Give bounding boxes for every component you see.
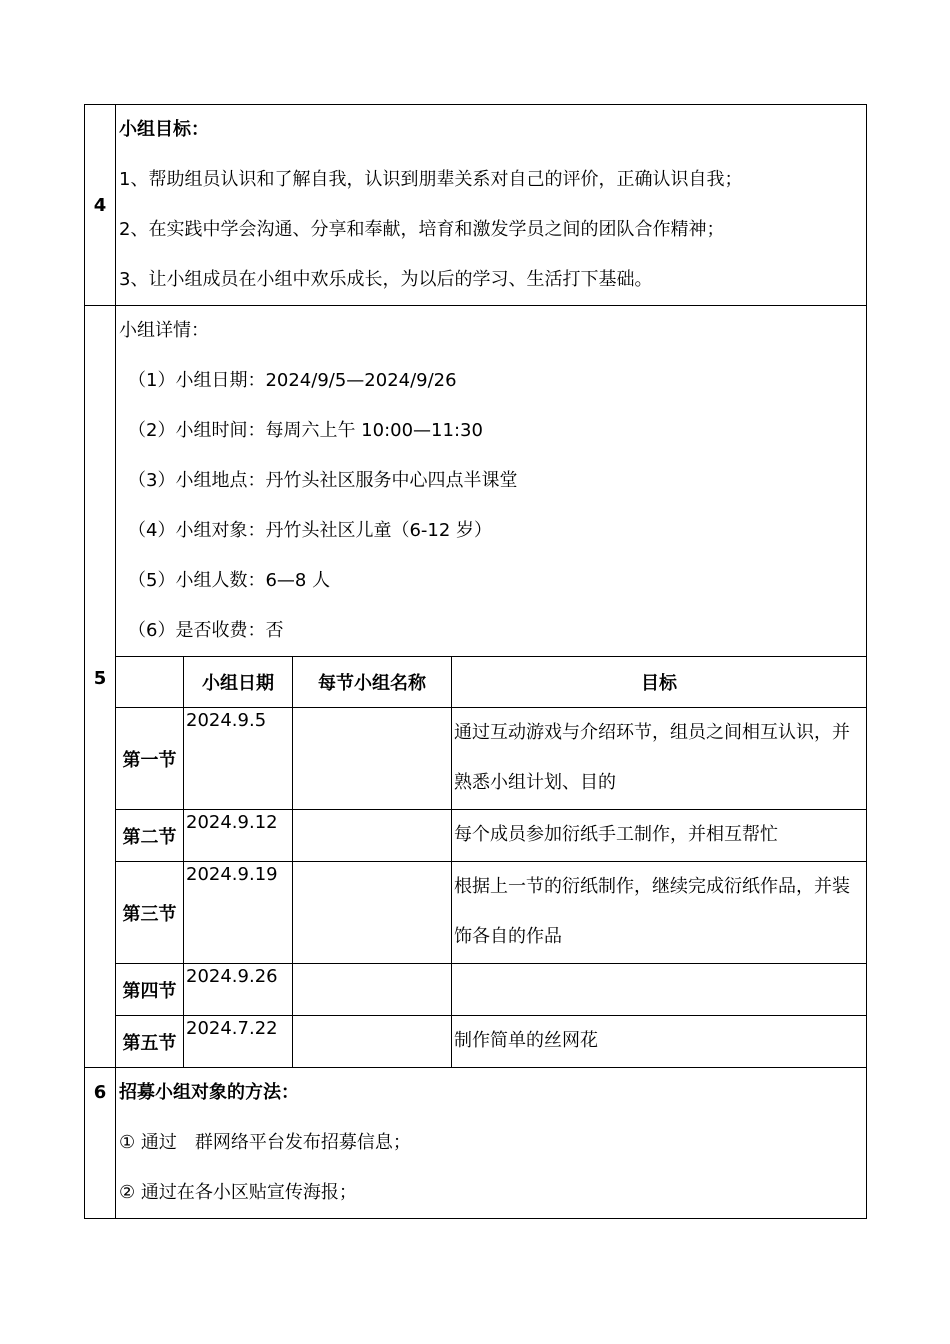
session-date: 2024.9.5 — [184, 708, 293, 810]
session-label: 第一节 — [116, 708, 184, 810]
table-row — [116, 964, 867, 1016]
table-row — [116, 1016, 867, 1068]
section-4-row — [85, 105, 867, 306]
session-name — [293, 1016, 452, 1068]
section-5-content — [116, 306, 867, 1068]
session-goal: 制作简单的丝网花 — [452, 1016, 867, 1068]
section-4-content — [116, 105, 867, 306]
session-name — [293, 862, 452, 964]
table-row — [116, 862, 867, 964]
section-5-row — [85, 306, 867, 1068]
session-name — [293, 708, 452, 810]
detail-date: （1）小组日期：2024/9/5—2024/9/26 — [128, 370, 457, 391]
goal-item-3: 3、让小组成员在小组中欢乐成长，为以后的学习、生活打下基础。 — [119, 269, 653, 290]
header-name: 每节小组名称 — [293, 657, 452, 708]
session-table — [115, 656, 867, 1068]
section-4-number: 4 — [85, 105, 116, 306]
section-6-number: 6 — [85, 1068, 116, 1219]
session-label: 第三节 — [116, 862, 184, 964]
table-row — [116, 810, 867, 862]
plan-table — [84, 104, 867, 1219]
section-5-heading: 小组详情： — [119, 320, 209, 341]
detail-target: （4）小组对象：丹竹头社区儿童（6-12 岁） — [128, 520, 493, 541]
header-goal: 目标 — [452, 657, 867, 708]
goal-item-1: 1、帮助组员认识和了解自我，认识到朋辈关系对自己的评价，正确认识自我； — [119, 169, 743, 190]
section-6-content — [116, 1068, 867, 1219]
session-table-header — [116, 657, 867, 708]
section-5-number: 5 — [85, 306, 116, 1068]
table-row — [116, 708, 867, 810]
section-4-heading: 小组目标： — [119, 119, 209, 140]
session-label: 第二节 — [116, 810, 184, 862]
section-6-heading: 招募小组对象的方法： — [119, 1082, 299, 1103]
header-date: 小组日期 — [184, 657, 293, 708]
session-date: 2024.9.19 — [184, 862, 293, 964]
detail-location: （3）小组地点：丹竹头社区服务中心四点半课堂 — [128, 470, 518, 491]
goal-item-2: 2、在实践中学会沟通、分享和奉献，培育和激发学员之间的团队合作精神； — [119, 219, 725, 240]
session-date: 2024.7.22 — [184, 1016, 293, 1068]
detail-time: （2）小组时间：每周六上午 10:00—11:30 — [128, 420, 483, 441]
session-label: 第五节 — [116, 1016, 184, 1068]
section-6-row — [85, 1068, 867, 1219]
session-name — [293, 810, 452, 862]
session-goal: 根据上一节的衍纸制作，继续完成衍纸作品，并装饰各自的作品 — [452, 862, 867, 964]
session-name — [293, 964, 452, 1016]
detail-size: （5）小组人数：6—8 人 — [128, 570, 331, 591]
recruit-item-2: ② 通过在各小区贴宣传海报； — [119, 1182, 357, 1203]
header-blank — [116, 657, 184, 708]
session-goal — [452, 964, 867, 1016]
session-label: 第四节 — [116, 964, 184, 1016]
session-date: 2024.9.26 — [184, 964, 293, 1016]
detail-fee: （6）是否收费：否 — [128, 620, 284, 641]
session-goal: 通过互动游戏与介绍环节，组员之间相互认识，并熟悉小组计划、目的 — [452, 708, 867, 810]
document-page — [84, 104, 866, 1219]
session-goal: 每个成员参加衍纸手工制作，并相互帮忙 — [452, 810, 867, 862]
recruit-item-1: ① 通过 群网络平台发布招募信息； — [119, 1132, 411, 1153]
session-date: 2024.9.12 — [184, 810, 293, 862]
